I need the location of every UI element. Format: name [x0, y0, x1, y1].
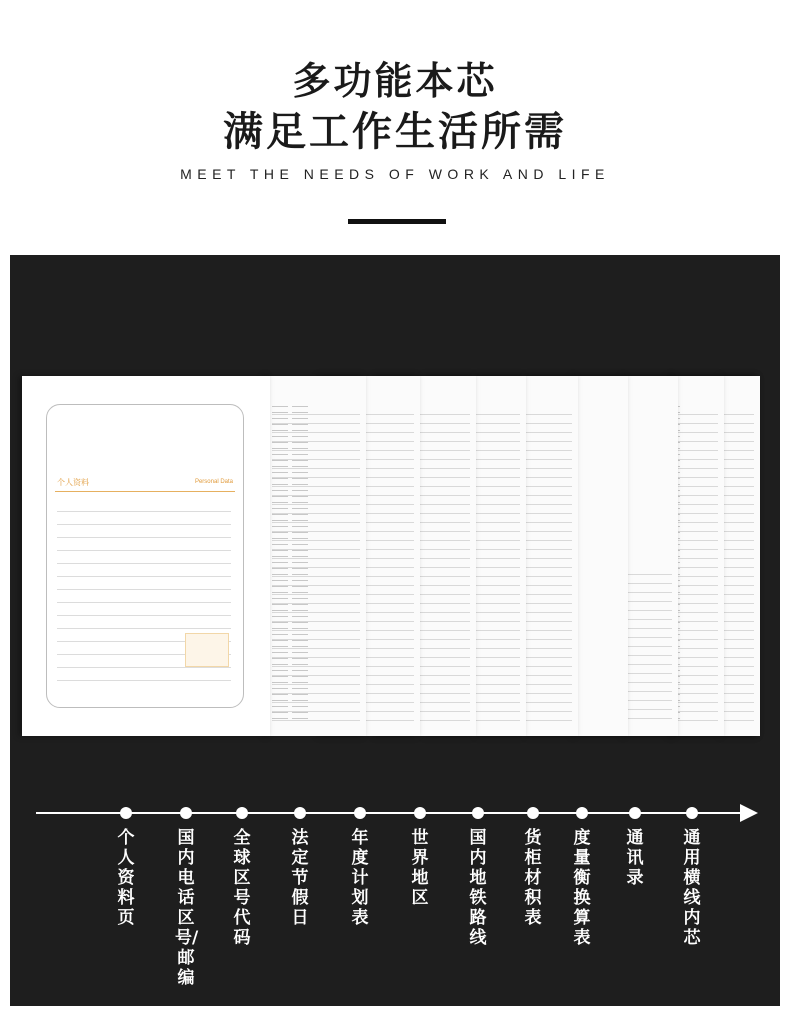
title-line-1: 多功能本芯 — [292, 59, 498, 103]
timeline-label-conversion: 度量衡换算表 — [573, 828, 591, 948]
timeline-dot — [629, 807, 641, 819]
timeline-label-domestic-codes: 国内电话区号/邮编 — [175, 828, 199, 988]
timeline-dot — [576, 807, 588, 819]
insert-page-personal-data — [22, 376, 270, 736]
timeline-dot — [686, 807, 698, 819]
title-line-2: 满足工作生活所需 — [223, 109, 567, 155]
title-divider — [348, 219, 446, 224]
timeline-label-address-book: 通讯录 — [626, 828, 644, 888]
personal-data-card — [46, 404, 244, 708]
timeline-label-global-codes: 全球区号代码 — [233, 828, 251, 948]
timeline-label-annual-plan: 年度计划表 — [351, 828, 369, 928]
timeline-label-world-regions: 世界地区 — [411, 828, 429, 908]
timeline-label-container-volume: 货柜材积表 — [524, 828, 542, 928]
signature-box — [185, 633, 229, 667]
timeline-dot — [180, 807, 192, 819]
timeline-dot — [527, 807, 539, 819]
subtitle: MEET THE NEEDS OF WORK AND LIFE — [180, 166, 610, 182]
timeline-label-ruled-insert: 通用横线内芯 — [683, 828, 701, 948]
timeline-label-metro-lines: 国内地铁路线 — [469, 828, 487, 948]
timeline-arrow-icon — [740, 804, 758, 822]
timeline-dot — [120, 807, 132, 819]
timeline-dot — [294, 807, 306, 819]
timeline-dot — [414, 807, 426, 819]
timeline-label-holidays: 法定节假日 — [291, 828, 309, 928]
timeline-dot — [472, 807, 484, 819]
insert-page-domestic-codes — [266, 376, 366, 736]
timeline-dot — [354, 807, 366, 819]
timeline-dot — [236, 807, 248, 819]
personal-data-heading-cn: 个人资料 — [57, 478, 89, 487]
timeline-label-personal-data: 个人资料页 — [117, 828, 135, 928]
personal-data-heading-en: Personal Data — [194, 479, 233, 485]
